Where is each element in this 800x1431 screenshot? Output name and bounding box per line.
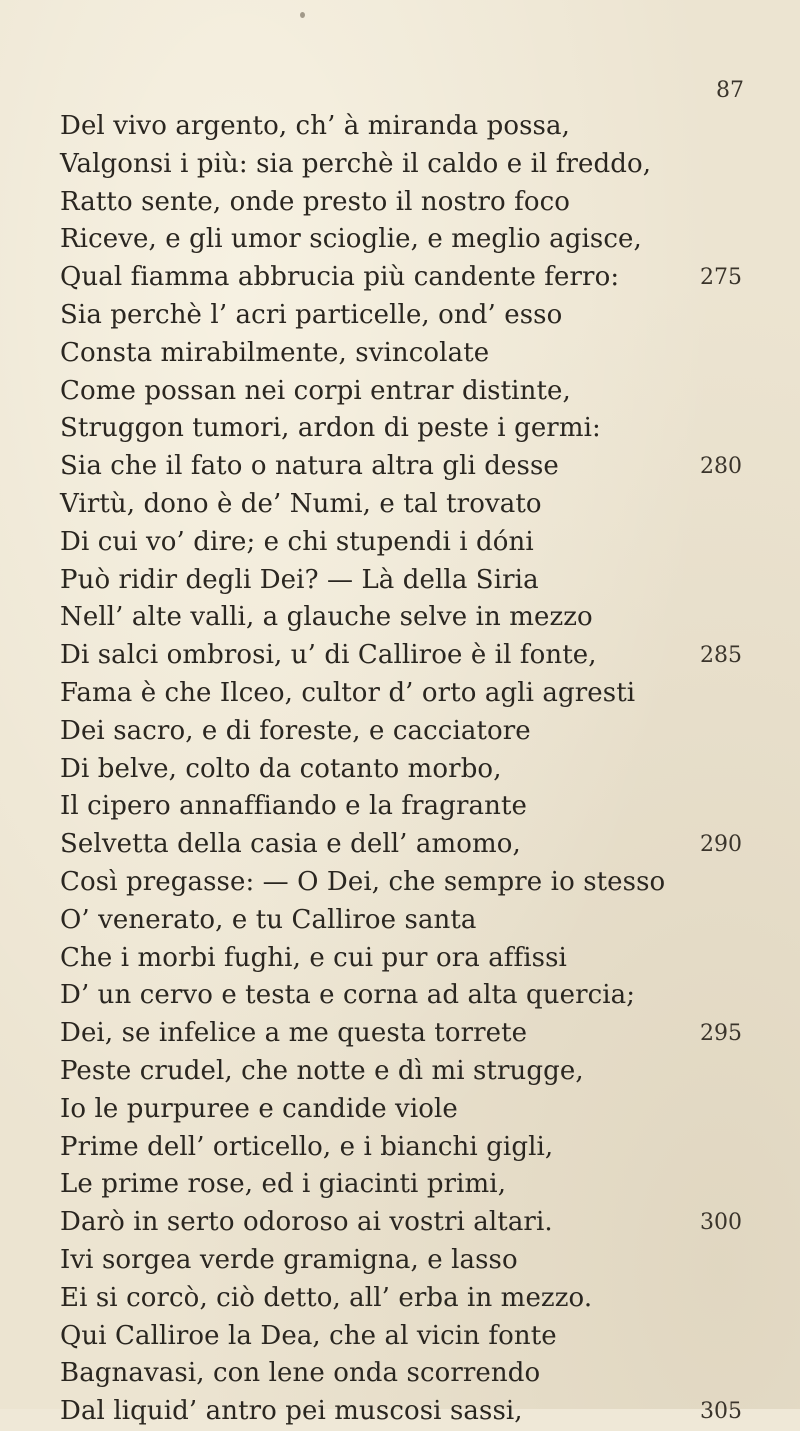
line-number: 295 [700,1021,742,1047]
verse-line: Selvetta della casia e dell’ amomo, [60,829,521,860]
verse-line: Sia che il fato o natura altra gli desse [60,451,559,482]
verse-line: Valgonsi i più: sia perchè il caldo e il freddo, [60,148,652,179]
page-number: 87 [716,78,744,103]
verse-line: Ivi sorgea verde gramigna, e lasso [60,1244,518,1275]
line-number: 275 [700,265,742,291]
verse-line: Dei sacro, e di foreste, e cacciatore [60,715,531,746]
verse-line: Di belve, colto da cotanto morbo, [60,753,502,784]
line-number: 305 [700,1399,742,1425]
line-number: 290 [700,832,742,858]
verse-line: Di salci ombrosi, u’ di Calliroe è il fonte, [60,640,597,671]
line-number: 280 [700,454,742,480]
verse-line: Ratto sente, onde presto il nostro foco [60,186,571,217]
verse-line: Io le purpuree e candide viole [60,1093,458,1124]
verse-line: Prime dell’ orticello, e i bianchi gigli, [60,1131,554,1162]
verse-line: Nell’ alte valli, a glauche selve in mezzo [60,602,593,633]
verse-line: Fama è che Ilceo, cultor d’ orto agli agresti [60,677,636,708]
verse-line: Qual fiamma abbrucia più candente ferro: [60,262,620,293]
verse-line: Dei, se infelice a me questa torrete [60,1018,528,1049]
verse-line: Qui Calliroe la Dea, che al vicin fonte [60,1320,557,1351]
verse-line: Peste crudel, che notte e dì mi strugge, [60,1055,584,1086]
verse-line: Dal liquid’ antro pei muscosi sassi, [60,1396,523,1427]
verse-line: Che i morbi fughi, e cui pur ora affissi [60,942,567,973]
verse-line: Riceve, e gli umor scioglie, e meglio agisce, [60,224,642,255]
verse-line: O’ venerato, e tu Calliroe santa [60,904,477,935]
verse-line: Può ridir degli Dei? — Là della Siria [60,564,539,595]
verse-line: Bagnavasi, con lene onda scorrendo [60,1358,541,1389]
verse-line: Virtù, dono è de’ Numi, e tal trovato [60,488,542,519]
verse-line: Il cipero annaffiando e la fragrante [60,791,528,822]
poem-text [60,108,670,1431]
verse-line: Di cui vo’ dire; e chi stupendi i dóni [60,526,534,557]
verse-line: Sia perchè l’ acri particelle, ond’ esso [60,299,563,330]
line-number: 285 [700,643,742,669]
verse-line: Le prime rose, ed i giacinti primi, [60,1169,507,1200]
verse-line: Struggon tumori, ardon di peste i germi: [60,413,601,444]
verse-line: D’ un cervo e testa e corna ad alta quercia; [60,980,636,1011]
line-number: 300 [700,1210,742,1236]
verse-line: Così pregasse: — O Dei, che sempre io stesso [60,866,666,897]
verse-line: Ei si corcò, ciò detto, all’ erba in mezzo. [60,1282,593,1313]
verse-line: Come possan nei corpi entrar distinte, [60,375,571,406]
verse-line: Darò in serto odoroso ai vostri altari. [60,1207,553,1238]
paper-spot [300,12,305,18]
verse-line: Consta mirabilmente, svincolate [60,337,490,368]
verse-line: Del vivo argento, ch’ à miranda possa, [60,111,570,141]
